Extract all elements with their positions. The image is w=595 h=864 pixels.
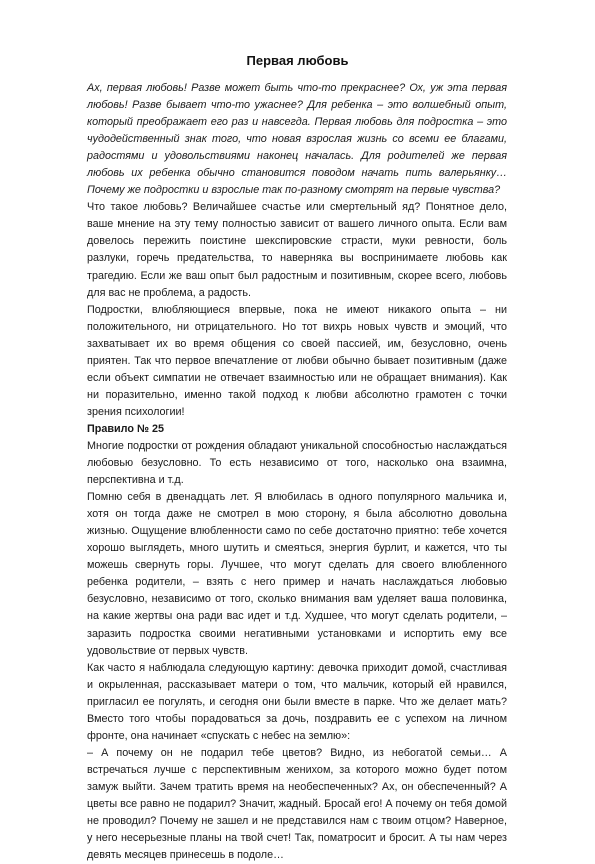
section-heading: Правило № 25	[87, 422, 164, 435]
intro-paragraph: Ах, первая любовь! Разве может быть что-то прекраснее? Ох, уж эта первая любовь! Разве бывает что-то ужаснее? Для ребенка – это волшебный опыт, который преображает его раз и навсегда. Первая любовь для подростка – это чудодейственный знак того, что новая взрослая жизнь со всеми ее благами, радостями и удовольствиями наконец началась. Для родителей же первая любовь их ребенка обычно становится поводом начать пить валерьянку… Почему же подростки и взрослые так по-разному смотрят на первые чувства?	[87, 82, 507, 197]
document-body	[87, 80, 507, 864]
body-paragraph: Как часто я наблюдала следующую картину: девочка приходит домой, счастливая и окрыленная, рассказывает матери о том, что мальчик, который ей нравился, пригласил ее погулять, и сегодня они были вместе в парке. Что же делает мать? Вместо того чтобы порадоваться за дочь, поздравить ее с успехом на личном фронте, она начинает «спускать с небес на землю»:	[87, 661, 507, 742]
body-paragraph: – А почему он не подарил тебе цветов? Видно, из небогатой семьи… А встречаться лучше с перспективным женихом, за которого можно будет потом замуж выйти. Зачем тратить время на необеспеченных? Ах, он обеспеченный? А цветы все равно не подарил? Значит, жадный. Бросай его! А почему он тебя домой не проводил? Почему не зашел и не представился нам с твоим отцом? Наверное, у него несерьезные планы на твой счет! Так, поматросит и бросит. А ты нам через девять месяцев принесешь в подоле…	[87, 746, 507, 862]
body-paragraph: Подростки, влюбляющиеся впервые, пока не имеют никакого опыта – ни положительного, ни отрицательного. Но тот вихрь новых чувств и эмоций, что захватывает их во время общения со своей пассией, им, безусловно, очень приятен. Так что первое впечатление от любви обычно бывает позитивным (даже если объект симпатии не отвечает взаимностью или не обращает внимания). Как ни поразительно, именно такой подход к любви абсолютно грамотен с точки зрения психологии!	[87, 303, 507, 418]
body-paragraph: Что такое любовь? Величайшее счастье или смертельный яд? Понятное дело, ваше мнение на эту тему полностью зависит от вашего личного опыта. Если вам довелось пережить поистине шекспировские страсти, муки ревности, боль разлуки, горечь предательства, то наверняка вы воспринимаете любовь как трагедию. Если же ваш опыт был радостным и позитивным, скорее всего, любовь для вас не проблема, а радость.	[87, 201, 507, 299]
body-paragraph: Многие подростки от рождения обладают уникальной способностью наслаждаться любовью безусловно. То есть независимо от того, насколько она взаимна, перспективна и т.д.	[87, 439, 507, 487]
body-paragraph: Помню себя в двенадцать лет. Я влюбилась в одного популярного мальчика и, хотя он тогда даже не смотрел в мою сторону, я была абсолютно довольна жизнью. Ощущение влюбленности само по себе достаточно приятно: тебе хочется хорошо выглядеть, много шутить и смеяться, энергия бурлит, и кажется, что ты можешь свернуть горы. Лучшее, что могут сделать для своего влюбленного ребенка родители, – взять с него пример и начать наслаждаться любовью безусловно, независимо от того, сколько внимания вам уделяет ваша половинка, на какие жертвы она ради вас идет и т.д. Худшее, что могут сделать родители, – заразить подростка своими негативными установками и испортить ему все удовольствие от первых чувств.	[87, 491, 507, 657]
page-title: Первая любовь	[246, 53, 349, 68]
